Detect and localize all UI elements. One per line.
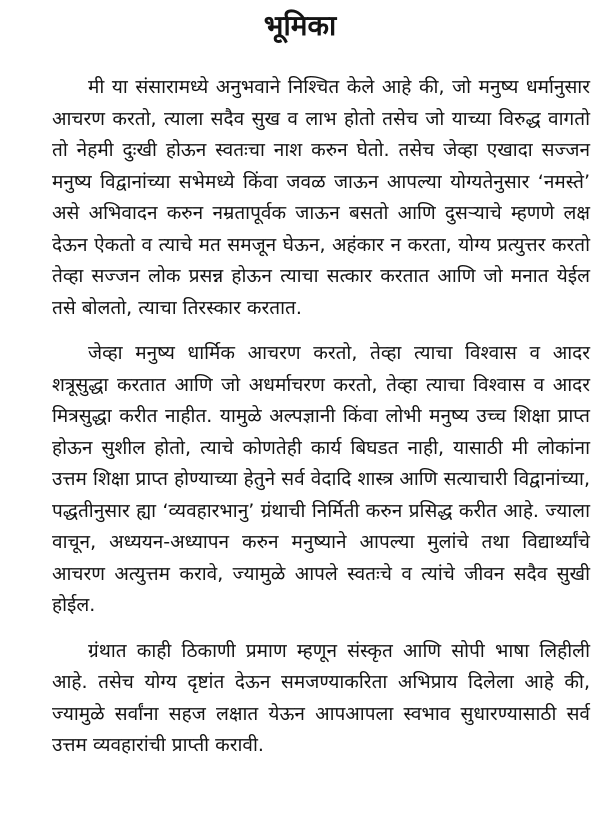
page-title: भूमिका <box>263 9 337 42</box>
paragraph: जेव्हा मनुष्य धार्मिक आचरण करतो, तेव्हा त्याचा विश्वास व आदर शत्रूसुद्धा करतात आणि जो अधर्माचरण करतो, तेव्हा त्याचा विश्वास व आदर मित्रसुद्धा करीत नाहीत. यामुळे अल्पज्ञानी किंवा लोभी मनुष्य उच्च शिक्षा प्राप्त होऊन सुशील होतो, त्याचे कोणतेही कार्य बिघडत नाही, यासाठी मी लोकांना उत्तम शिक्षा प्राप्त होण्याच्या हेतुने सर्व वेदादि शास्त्र आणि सत्याचारी विद्वानांच्या, पद्धतीनुसार ह्या ‘व्यवहारभानु’ ग्रंथाची निर्मिती करुन प्रसिद्ध करीत आहे. ज्याला वाचून, अध्ययन-अध्यापन करुन मनुष्याने आपल्या मुलांचे तथा विद्यार्थ्यांचे आचरण अत्युत्तम करावे, ज्यामुळे आपले स्वतःचे व त्यांचे जीवन सदैव सुखी होईल. <box>52 342 590 616</box>
body-text <box>52 72 590 762</box>
paragraph: मी या संसारामध्ये अनुभवाने निश्चित केले आहे की, जो मनुष्य धर्मानुसार आचरण करतो, त्याला सदैव सुख व लाभ होतो तसेच जो याच्या विरुद्ध वागतो तो नेहमी दुःखी होऊन स्वतःचा नाश करुन घेतो. तसेच जेव्हा एखादा सज्जन मनुष्य विद्वानांच्या सभेमध्ये किंवा जवळ जाऊन आपल्या योग्यतेनुसार ‘नमस्ते’ असे अभिवादन करुन नम्रतापूर्वक जाऊन बसतो आणि दुसऱ्याचे म्हणणे लक्ष देऊन ऐकतो व त्याचे मत समजून घेऊन, अहंकार न करता, योग्य प्रत्युत्तर करतो तेव्हा सज्जन लोक प्रसन्न होऊन त्याचा सत्कार करतात आणि जो मनात येईल तसे बोलतो, त्याचा तिरस्कार करतात. <box>52 76 590 319</box>
paragraph: ग्रंथात काही ठिकाणी प्रमाण म्हणून संस्कृत आणि सोपी भाषा लिहीली आहे. तसेच योग्य दृष्टांत देऊन समजण्याकरिता अभिप्राय दिलेला आहे की, ज्यामुळे सर्वांना सहज लक्षात येऊन आपआपला स्वभाव सुधारण्यासाठी सर्व उत्तम व्यवहारांची प्राप्ती करावी. <box>52 639 590 756</box>
